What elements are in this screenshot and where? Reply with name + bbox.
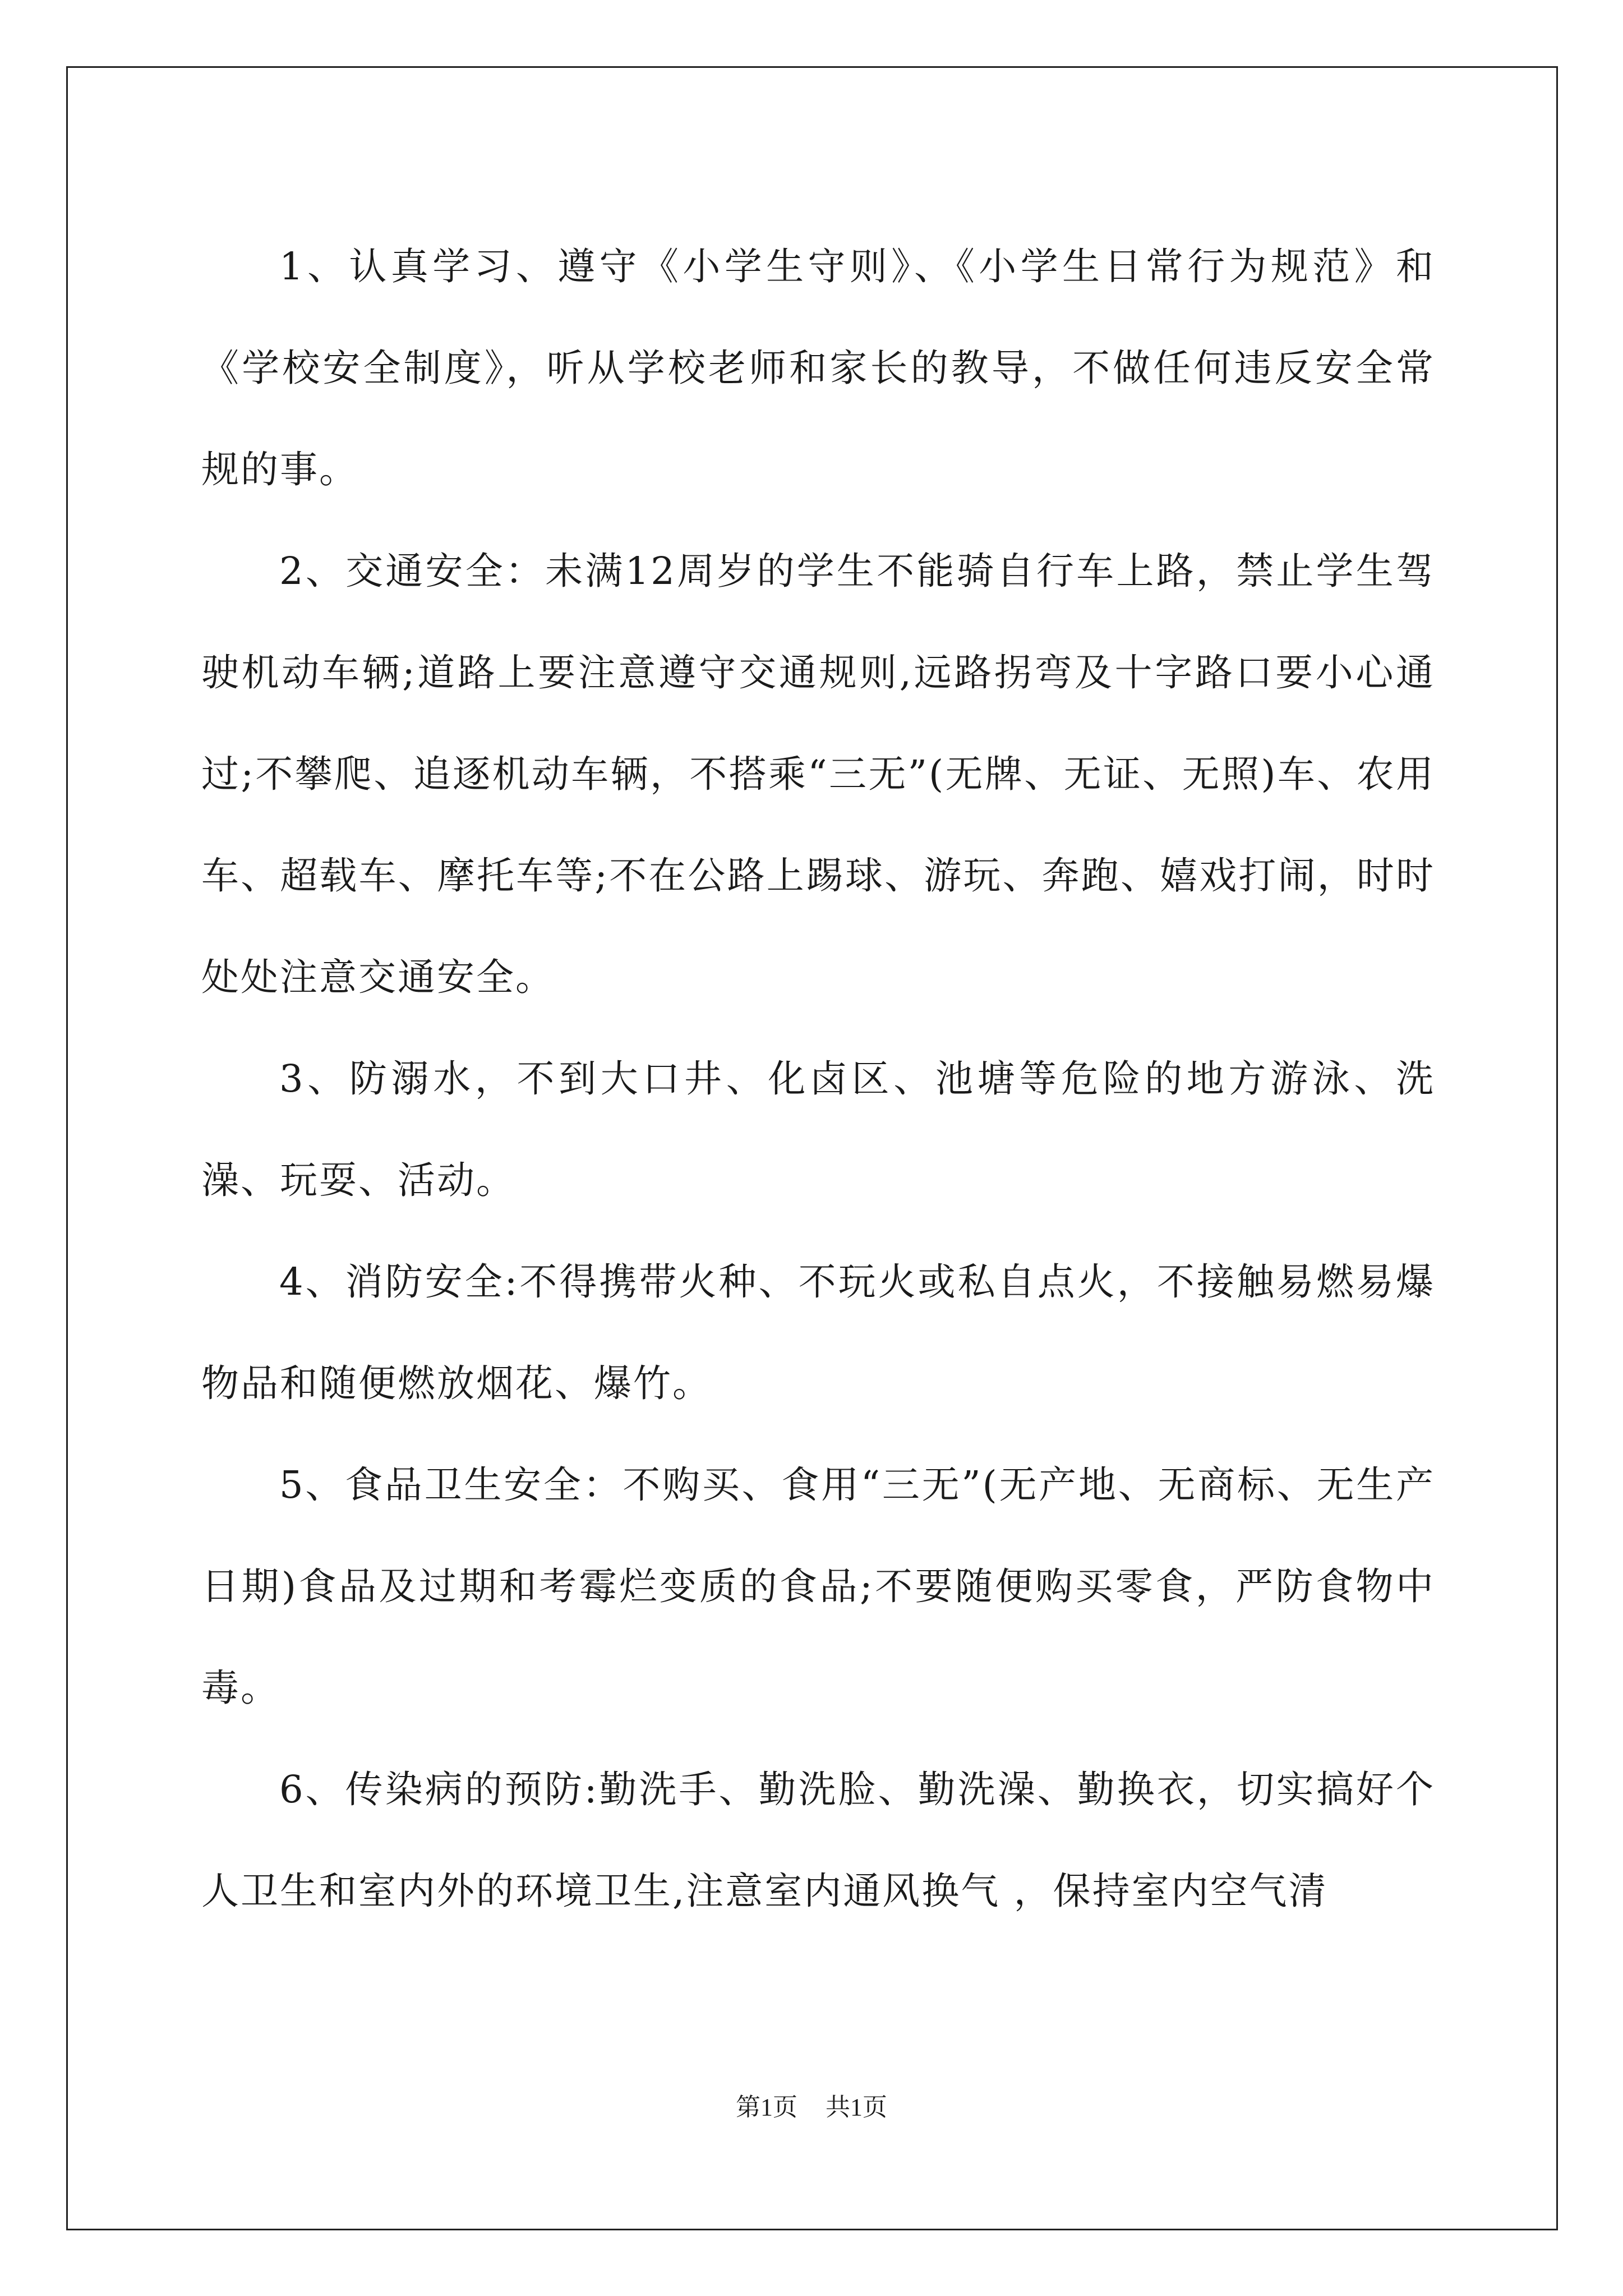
paragraph-4: 4、消防安全:不得携带火种、不玩火或私自点火，不接触易燃易爆物品和随便燃放烟花、爆竹。 bbox=[201, 1260, 1435, 1405]
paragraph-1: 1、认真学习、遵守《小学生守则》、《小学生日常行为规范》和《学校安全制度》，听从学校老师和家长的教导，不做任何违反安全常规的事。 bbox=[201, 245, 1435, 491]
page-number-current: 第1页 bbox=[736, 2093, 797, 2121]
page-footer bbox=[0, 2087, 1623, 2123]
document-body bbox=[201, 216, 1435, 1942]
paragraph-5: 5、食品卫生安全：不购买、食用“三无”(无产地、无商标、无生产日期)食品及过期和考霉烂变质的食品;不要随便购买零食，严防食物中毒。 bbox=[201, 1463, 1435, 1710]
paragraph-2: 2、交通安全：未满12周岁的学生不能骑自行车上路，禁止学生驾驶机动车辆;道路上要注意遵守交通规则,远路拐弯及十字路口要小心通过;不攀爬、追逐机动车辆，不搭乘“三无”(无牌、无证、无照)车、农用车、超载车、摩托车等;不在公路上踢球、游玩、奔跑、嬉戏打闹，时时处处注意交通安全。 bbox=[201, 549, 1435, 999]
paragraph-3: 3、防溺水，不到大口井、化卤区、池塘等危险的地方游泳、洗澡、玩耍、活动。 bbox=[201, 1057, 1435, 1202]
page-number-total: 共1页 bbox=[826, 2093, 887, 2121]
paragraph-6: 6、传染病的预防:勤洗手、勤洗脸、勤洗澡、勤换衣，切实搞好个人卫生和室内外的环境卫生,注意室内通风换气 ，保持室内空气清 bbox=[201, 1768, 1435, 1913]
